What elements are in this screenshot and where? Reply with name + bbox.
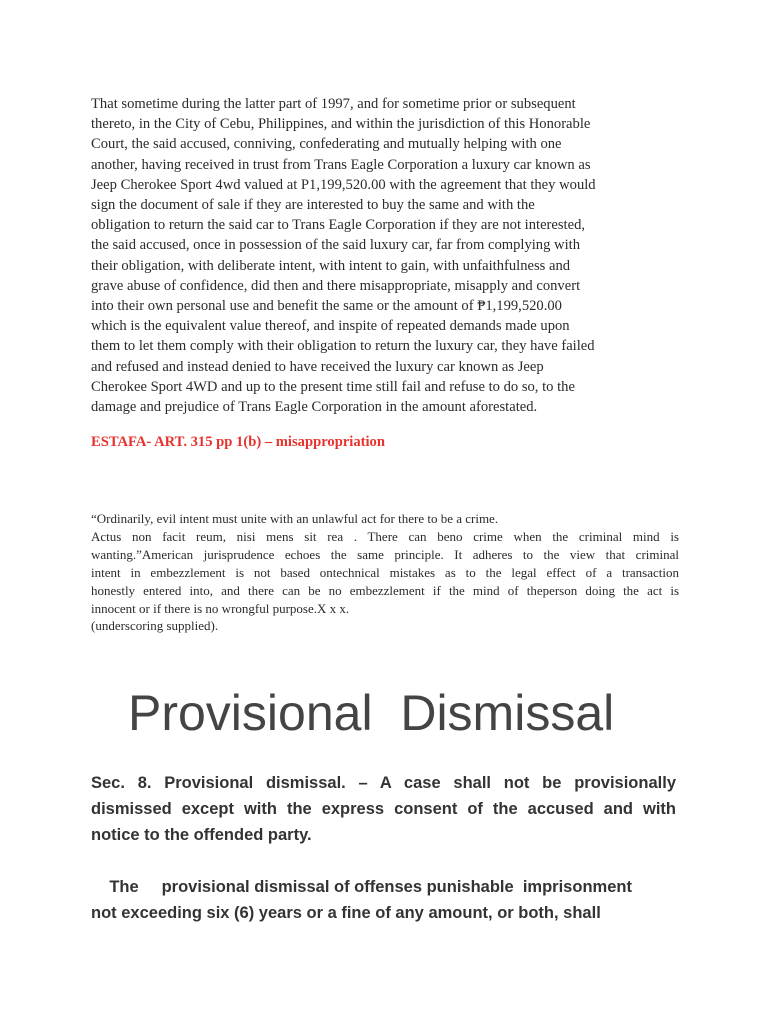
paragraph-line: That sometime during the latter part of 1997, and for sometime prior or subsequent	[91, 96, 576, 112]
section-line: Sec. 8. Provisional dismissal. – A case shall not be provisionally	[91, 774, 676, 792]
paragraph-line: which is the equivalent value thereof, and inspite of repeated demands made upon	[91, 318, 570, 335]
quote-line: Actus non facit reum, nisi mens sit rea . There can beno crime when the criminal mind is	[91, 528, 679, 544]
section-line: dismissed except with the express consent of the accused and with	[91, 800, 676, 818]
section-8-paragraph	[91, 770, 676, 848]
paragraph-line: damage and prejudice of Trans Eagle Corporation in the amount aforestated.	[91, 399, 538, 416]
quote-line: honestly entered into, and there can be no embezzlement if the mind of theperson doing the act is	[91, 582, 679, 598]
paragraph-line: the said accused, once in possession of the said luxury car, far from complying with	[91, 237, 580, 254]
section-8-continuation	[91, 874, 676, 926]
paragraph-line: grave abuse of confidence, did then and there misappropriate, misapply and convert	[91, 277, 581, 294]
quote-line: wanting.”American jurisprudence echoes the same principle. It adheres to the view that criminal	[91, 546, 679, 562]
paragraph-line: into their own personal use and benefit the same or the amount of ₱1,199,520.00	[91, 298, 562, 315]
paragraph-line: Court, the said accused, conniving, confederating and mutually helping with one	[91, 136, 562, 153]
quote-line: (underscoring supplied).	[91, 618, 219, 634]
paragraph-line: sign the document of sale if they are interested to buy the same and with the	[91, 197, 535, 214]
estafa-heading: ESTAFA- ART. 315 pp 1(b) – misappropriation	[91, 434, 385, 450]
paragraph-line: thereto, in the City of Cebu, Philippines, and within the jurisdiction of this Honorable	[91, 116, 591, 133]
jurisprudence-quote	[91, 510, 679, 635]
paragraph-line: their obligation, with deliberate intent, with intent to gain, with unfaithfulness and	[91, 257, 571, 274]
quote-line: innocent or if there is no wrongful purpose.X x x.	[91, 600, 350, 616]
quote-line: intent in embezzlement is not based ontechnical mistakes as to the legal effect of a transaction	[91, 564, 679, 580]
section-line: not exceeding six (6) years or a fine of any amount, or both, shall	[91, 904, 601, 922]
paragraph-line: and refused and instead denied to have received the luxury car known as Jeep	[91, 358, 544, 375]
section-line: The provisional dismissal of offenses punishable imprisonment	[91, 878, 632, 896]
paragraph-line: them to let them comply with their obligation to return the luxury car, they have failed	[91, 338, 595, 355]
paragraph-line: another, having received in trust from Trans Eagle Corporation a luxury car known as	[91, 156, 591, 173]
quote-line: “Ordinarily, evil intent must unite with an unlawful act for there to be a crime.	[91, 511, 499, 526]
paragraph-line: obligation to return the said car to Trans Eagle Corporation if they are not interested,	[91, 217, 586, 234]
section-line: notice to the offended party.	[91, 826, 312, 844]
section-title: Provisional Dismissal	[128, 685, 615, 741]
paragraph-line: Cherokee Sport 4WD and up to the present time still fail and refuse to do so, to the	[91, 378, 575, 395]
paragraph-line: Jeep Cherokee Sport 4wd valued at P1,199,520.00 with the agreement that they would	[91, 176, 596, 193]
information-paragraph	[91, 94, 679, 417]
